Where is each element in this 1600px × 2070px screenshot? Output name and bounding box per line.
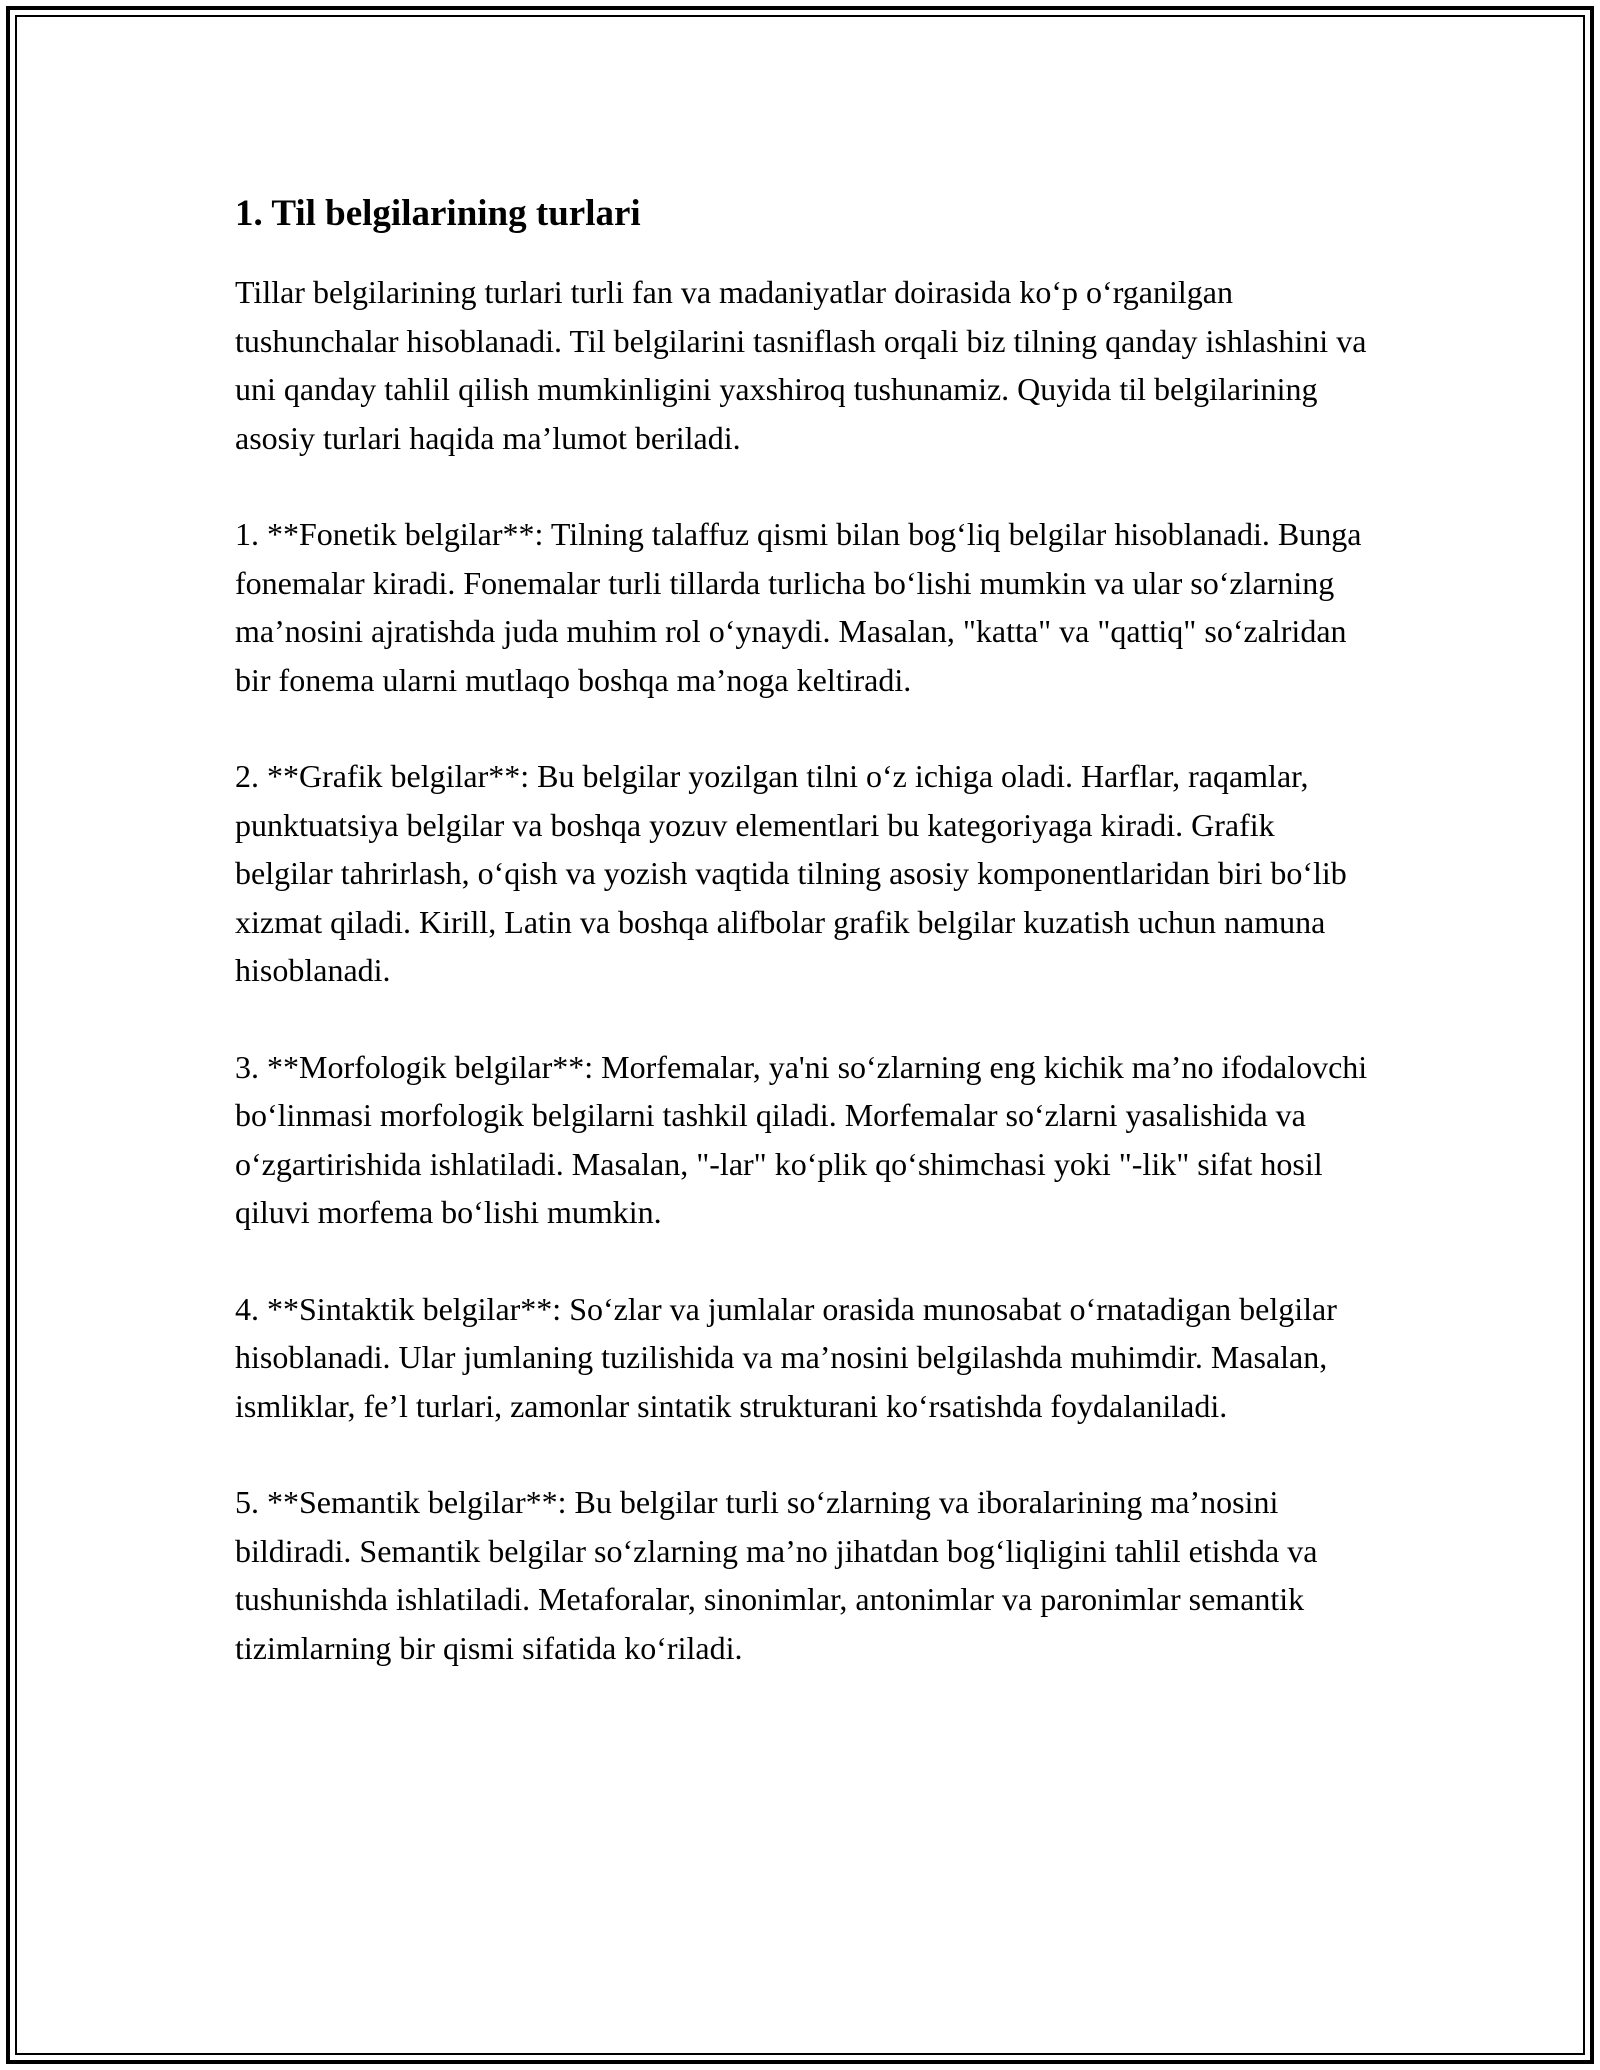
paragraph-fonetik: 1. **Fonetik belgilar**: Tilning talaffuz qismi bilan bog‘liq belgilar hisoblanadi. Bunga fonemalar kiradi. Fonemalar turli tillarda turlicha bo‘lishi mumkin va ular so‘zlarning ma’nosini ajratishda juda muhim rol o‘ynaydi. Masalan, "katta" va "qattiq" so‘zalridan bir fonema ularni mutlaqo boshqa ma’noga keltiradi. [235,516,1362,698]
paragraph-semantik: 5. **Semantik belgilar**: Bu belgilar turli so‘zlarning va iboralarining ma’nosini bildiradi. Semantik belgilar so‘zlarning ma’no jihatdan bog‘liqligini tahlil etishda va tushunishda ishlatiladi. Metaforalar, sinonimlar, antonimlar va paronimlar semantik tizimlarning bir qismi sifatida ko‘riladi. [235,1484,1318,1666]
paragraph-sintaktik: 4. **Sintaktik belgilar**: So‘zlar va jumlalar orasida munosabat o‘rnatadigan belgilar hisoblanadi. Ular jumlaning tuzilishida va ma’nosini belgilashda muhimdir. Masalan, ismliklar, fe’l turlari, zamonlar sintatik strukturani ko‘rsatishda foydalaniladi. [235,1290,1337,1424]
paragraph-morfologik: 3. **Morfologik belgilar**: Morfemalar, ya'ni so‘zlarning eng kichik ma’no ifodalovchi bo‘linmasi morfologik belgilarni tashkil qiladi. Morfemalar so‘zlarni yasalishida va o‘zgartirishida ishlatiladi. Masalan, "-lar" ko‘plik qo‘shimchasi yoki "-lik" sifat hosil qiluvi morfema bo‘lishi mumkin. [235,1048,1368,1230]
document-body [235,188,1375,1720]
paragraph-grafik: 2. **Grafik belgilar**: Bu belgilar yozilgan tilni o‘z ichiga oladi. Harflar, raqamlar, punktuatsiya belgilar va boshqa yozuv elementlari bu kategoriyaga kiradi. Grafik belgilar tahrirlash, o‘qish va yozish vaqtida tilning asosiy komponentlaridan biri bo‘lib xizmat qiladi. Kirill, Latin va boshqa alifbolar grafik belgilar kuzatish uchun namuna hisoblanadi. [235,758,1347,988]
intro-paragraph: Tillar belgilarining turlari turli fan va madaniyatlar doirasida ko‘p o‘rganilgan tushunchalar hisoblanadi. Til belgilarini tasniflash orqali biz tilning qanday ishlashini va uni qanday tahlil qilish mumkinligini yaxshiroq tushunamiz. Quyida til belgilarining asosiy turlari haqida ma’lumot beriladi. [235,274,1367,456]
document-title: 1. Til belgilarining turlari [235,193,641,234]
